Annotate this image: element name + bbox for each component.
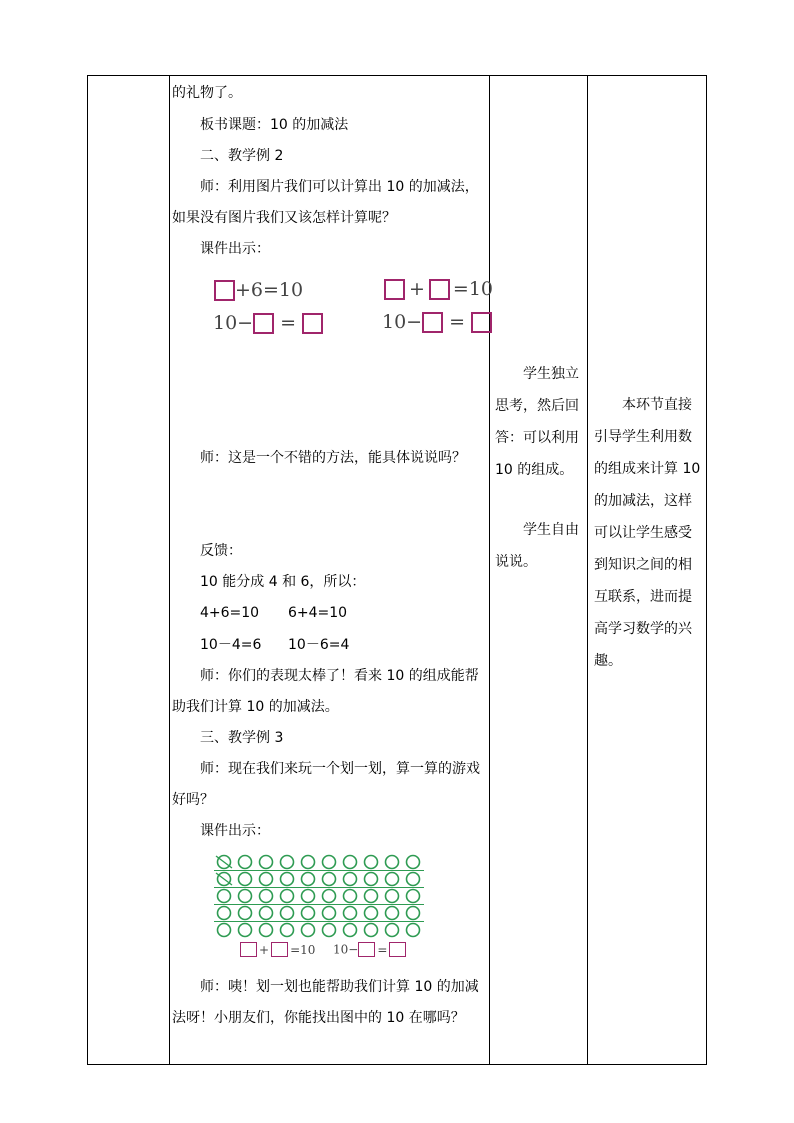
blank-box — [471, 312, 492, 333]
circle-equation-a — [240, 941, 315, 958]
text-line: 10－4=6 — [200, 637, 262, 653]
text-line: 法呀！小朋友们，你能找出图中的 10 在哪吗？ — [172, 1010, 465, 1026]
student-activity-para1: 学生独立思考，然后回答：可以利用 10 的组成。 — [495, 366, 579, 478]
circle — [344, 924, 357, 937]
circle — [323, 924, 336, 937]
design-intent-para: 本环节直接引导学生利用数的组成来计算 10 的加减法，这样可以让学生感受到知识之间的相互联系，进而提高学习数学的兴趣。 — [594, 397, 701, 669]
column-divider — [587, 76, 588, 1064]
circle — [281, 924, 294, 937]
equation-text: + — [409, 278, 425, 300]
circle — [344, 907, 357, 920]
circle — [323, 873, 336, 886]
blank-box — [240, 942, 257, 957]
equation-row — [214, 278, 303, 301]
column-divider — [489, 76, 490, 1064]
circle — [323, 890, 336, 903]
circle — [386, 907, 399, 920]
circle — [407, 873, 420, 886]
blank-box — [214, 280, 235, 301]
text-line: 师：咦！划一划也能帮助我们计算 10 的加减 — [200, 979, 479, 995]
student-activity-para2: 学生自由说说。 — [495, 522, 579, 570]
circle — [365, 890, 378, 903]
text-line: 的礼物了。 — [172, 85, 242, 101]
text-line: 反馈： — [200, 543, 242, 559]
text-line: 师：这是一个不错的方法，能具体说说吗？ — [200, 450, 466, 466]
circle — [239, 907, 252, 920]
blank-box — [429, 279, 450, 300]
blank-box — [271, 942, 288, 957]
blank-box — [302, 313, 323, 334]
circle — [386, 890, 399, 903]
circle — [302, 907, 315, 920]
text-line: 如果没有图片我们又该怎样计算呢？ — [172, 210, 396, 226]
text-line: 4+6=10 — [200, 605, 260, 621]
circle — [239, 856, 252, 869]
circle — [302, 856, 315, 869]
circle — [260, 907, 273, 920]
equation-text: 10− — [382, 311, 423, 333]
circle — [386, 856, 399, 869]
circle — [344, 856, 357, 869]
equation-text: 10− — [333, 942, 359, 957]
text-line: 师：利用图片我们可以计算出 10 的加减法， — [200, 179, 479, 195]
circle — [386, 873, 399, 886]
circle — [260, 890, 273, 903]
circle — [386, 924, 399, 937]
text-line: 课件出示： — [200, 823, 270, 839]
text-line: 课件出示： — [200, 241, 270, 257]
equation-text: +6=10 — [235, 279, 304, 301]
circle — [365, 924, 378, 937]
circle — [407, 856, 420, 869]
circle — [218, 907, 231, 920]
circle — [407, 890, 420, 903]
blank-box — [358, 942, 375, 957]
circle — [344, 890, 357, 903]
equation-text: 10− — [213, 312, 254, 334]
equation-row — [382, 310, 492, 333]
circle — [239, 873, 252, 886]
circle — [323, 856, 336, 869]
circle — [365, 907, 378, 920]
circle — [302, 873, 315, 886]
equation-text: =10 — [290, 942, 316, 957]
circle — [344, 873, 357, 886]
equation-row — [213, 311, 323, 334]
circle — [407, 907, 420, 920]
circle — [302, 890, 315, 903]
equation-text: = — [377, 942, 388, 957]
text-line: 师：你们的表现太棒了！看来 10 的组成能帮 — [200, 668, 479, 684]
circle — [260, 856, 273, 869]
circle — [260, 873, 273, 886]
equation-text: = — [449, 311, 466, 333]
circle — [281, 873, 294, 886]
text-line: 好吗？ — [172, 792, 214, 808]
blank-box — [422, 312, 443, 333]
text-line: 二、教学例 2 — [200, 148, 284, 164]
text-line: 助我们计算 10 的加减法。 — [172, 699, 339, 715]
text-line: 师：现在我们来玩一个划一划，算一算的游戏 — [200, 761, 480, 777]
circle — [323, 907, 336, 920]
circle — [218, 890, 231, 903]
text-line: 三、教学例 3 — [200, 730, 284, 746]
text-line: 板书课题：10 的加减法 — [200, 117, 349, 133]
circle — [281, 907, 294, 920]
circle — [281, 890, 294, 903]
equation-row — [384, 277, 493, 300]
blank-box — [389, 942, 406, 957]
circle — [260, 924, 273, 937]
circle — [365, 856, 378, 869]
circle — [365, 873, 378, 886]
blank-box — [253, 313, 274, 334]
column-divider — [169, 76, 170, 1064]
equation-text: + — [259, 942, 270, 957]
circle — [239, 924, 252, 937]
circle — [281, 856, 294, 869]
circle-equation-b — [333, 941, 406, 958]
circle — [239, 890, 252, 903]
circle — [302, 924, 315, 937]
text-line: 10－6=4 — [288, 637, 350, 653]
text-line: 6+4=10 — [288, 605, 348, 621]
circles-figure — [210, 850, 430, 940]
equation-text: =10 — [452, 278, 494, 300]
equation-text: = — [280, 312, 297, 334]
text-line: 10 能分成 4 和 6，所以： — [200, 574, 366, 590]
circle — [218, 924, 231, 937]
circle — [407, 924, 420, 937]
blank-box — [384, 279, 405, 300]
